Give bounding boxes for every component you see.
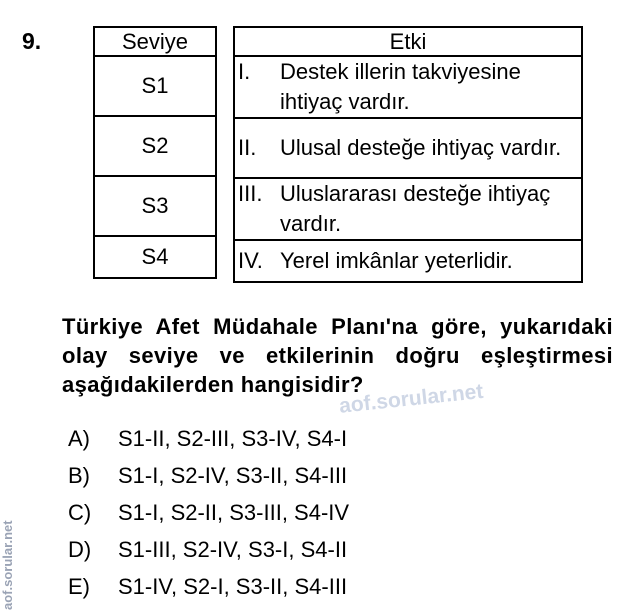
effect-text: Ulusal desteğe ihtiyaç vardır.: [280, 135, 562, 160]
effect-numeral: II.: [238, 135, 257, 160]
answer-options: [68, 420, 349, 605]
option-e[interactable]: [68, 568, 349, 605]
option-d[interactable]: [68, 531, 349, 568]
option-letter: B): [68, 462, 90, 488]
question-number: 9.: [22, 28, 42, 54]
effect-header: Etki: [234, 27, 582, 56]
option-c[interactable]: [68, 494, 349, 531]
question-text: Türkiye Afet Müdahale Planı'na göre, yukarıdaki olay seviye ve etkilerinin doğru eşleştirmesi aşağıdakilerden hangisidir?: [62, 314, 613, 397]
effect-text: Yerel imkânlar yeterlidir.: [280, 248, 513, 273]
option-letter: D): [68, 536, 92, 562]
option-text: S1-I, S2-IV, S3-II, S4-III: [118, 462, 348, 488]
center-watermark: aof.sorular.net: [338, 379, 485, 418]
option-letter: A): [68, 425, 90, 451]
level-cell: S1: [94, 56, 216, 116]
level-cell: S2: [94, 116, 216, 176]
option-letter: E): [68, 573, 90, 599]
option-a[interactable]: [68, 420, 349, 457]
effect-cell: [234, 178, 582, 240]
level-cell: S3: [94, 176, 216, 236]
effect-cell: [234, 240, 582, 282]
option-b[interactable]: [68, 457, 349, 494]
option-text: S1-III, S2-IV, S3-I, S4-II: [118, 536, 348, 562]
level-cell: S4: [94, 236, 216, 278]
level-table: [93, 26, 217, 279]
effect-table: [233, 26, 583, 283]
option-letter: C): [68, 499, 92, 525]
effect-numeral: I.: [238, 59, 251, 84]
level-header: Seviye: [94, 27, 216, 56]
effect-numeral: III.: [238, 181, 263, 206]
effect-cell: [234, 56, 582, 118]
option-text: S1-I, S2-II, S3-III, S4-IV: [118, 499, 350, 525]
option-text: S1-IV, S2-I, S3-II, S4-III: [118, 573, 348, 599]
effect-text: Uluslararası desteğe ihtiyaç vardır.: [280, 181, 551, 236]
effect-cell: [234, 118, 582, 178]
option-text: S1-II, S2-III, S3-IV, S4-I: [118, 425, 348, 451]
effect-numeral: IV.: [238, 248, 263, 273]
side-watermark: aof.sorular.net: [0, 520, 15, 610]
effect-text: Destek illerin takviyesine ihtiyaç vardır.: [280, 59, 521, 114]
